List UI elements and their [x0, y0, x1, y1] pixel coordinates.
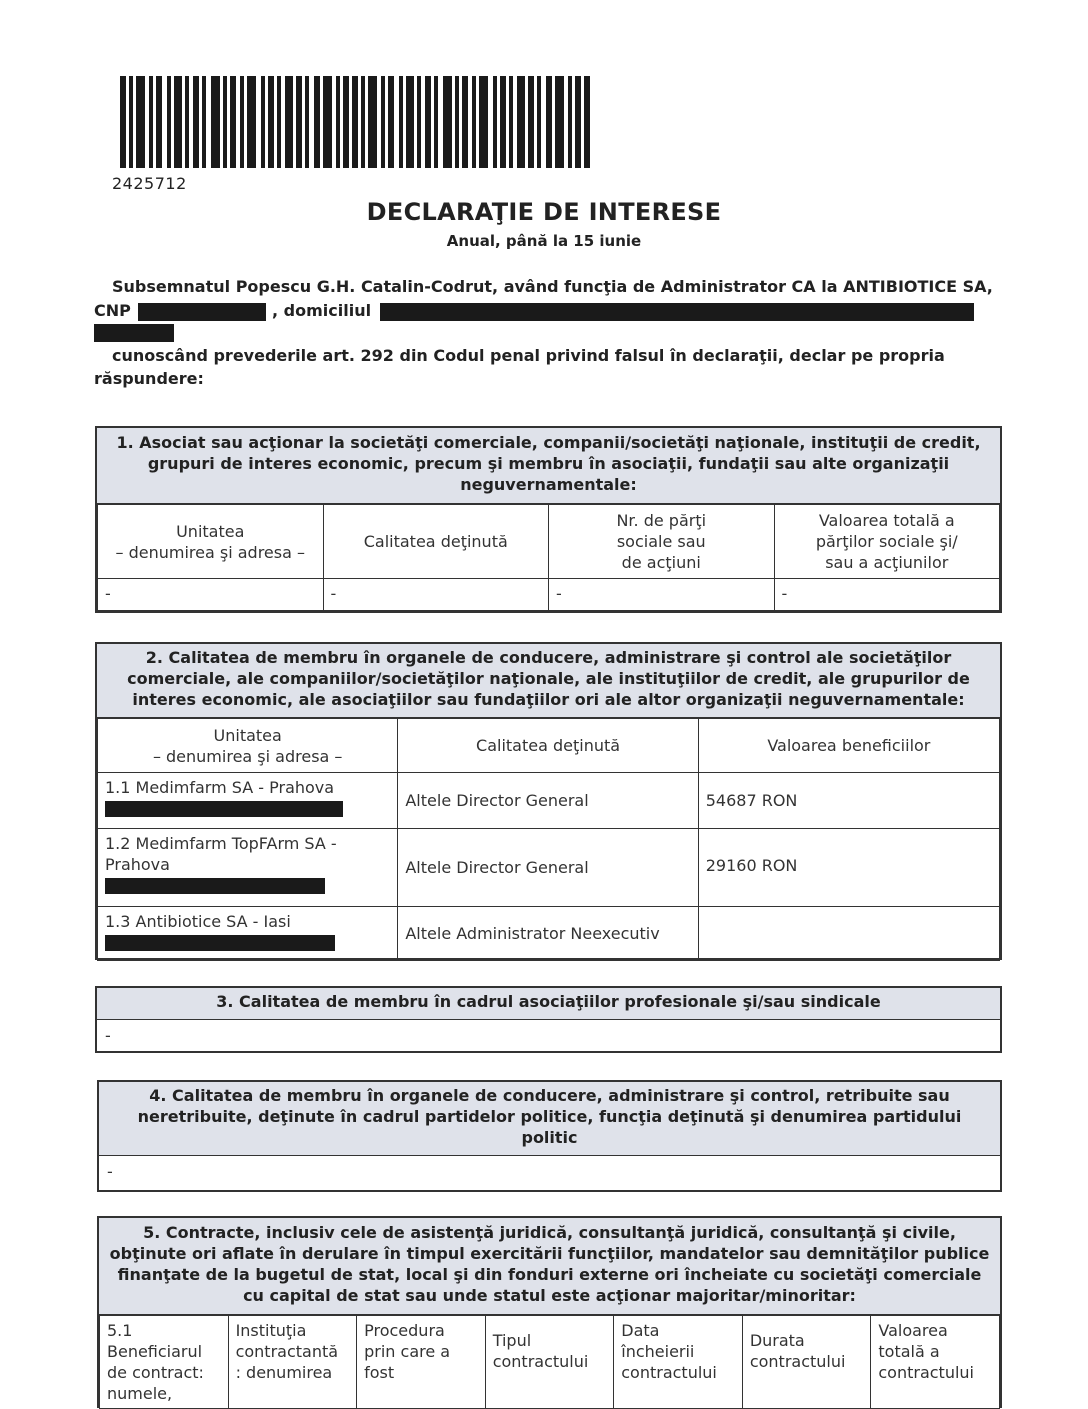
- barcode-bar: [136, 76, 145, 168]
- section-5-header-duration: Durata contractului: [742, 1316, 871, 1409]
- domiciliu-label: , domiciliul: [272, 301, 372, 320]
- address-redaction: [105, 935, 335, 951]
- address-redaction-continued: [94, 324, 174, 342]
- section-1-header-unit: Unitatea – denumirea şi adresa –: [98, 505, 324, 579]
- barcode-bar: [406, 76, 415, 168]
- section-4-heading: 4. Calitatea de membru în organele de conducere, administrare şi control, retribuite sau neretribuite, deţinute în cadrul partidelor politice, funcţia deţinută şi denumirea partidului politic: [99, 1082, 1000, 1156]
- table-row: [98, 773, 1000, 829]
- barcode-bar: [285, 76, 294, 168]
- table-row: [98, 907, 1000, 961]
- section-1-header-value: Valoarea totală a părţilor sociale şi/ sau a acţiunilor: [774, 505, 1000, 579]
- section-4-political-parties: [97, 1080, 1002, 1192]
- section-2-heading: 2. Calitatea de membru în organele de conducere, administrare şi control ale societăţilor comerciale, ale companiilor/societăţilor naţionale, ale instituţiilor de credit, ale grupurilor de interes economic, ale asociaţiilor sau fundaţiilor ori ale altor organizaţii neguvernamentale:: [97, 644, 1000, 718]
- intro-line-4: răspundere:: [94, 369, 204, 388]
- barcode-bar: [211, 76, 220, 168]
- value-cell: 29160 RON: [698, 829, 999, 907]
- barcode-bar: [584, 76, 590, 168]
- intro-line-3: cunoscând prevederile art. 292 din Codul penal privind falsul în declaraţii, declar pe propria: [112, 346, 945, 365]
- barcode-bar: [368, 76, 377, 168]
- section-2-header-value: Valoarea beneficiilor: [698, 719, 999, 773]
- section-1-header-role: Calitatea deţinută: [323, 505, 549, 579]
- address-redaction: [105, 801, 343, 817]
- role-cell: Altele Director General: [398, 829, 698, 907]
- cnp-label: CNP: [94, 301, 131, 320]
- section-2-unit-cell: [98, 829, 398, 907]
- section-1-cell: -: [774, 579, 1000, 611]
- table-row: [98, 829, 1000, 907]
- section-2-unit-cell: [98, 907, 398, 961]
- section-5-header-procedure: Procedura prin care a fost: [357, 1316, 486, 1409]
- document-subtitle: Anual, până la 15 iunie: [446, 232, 642, 250]
- section-1-cell: -: [323, 579, 549, 611]
- section-5-header-value: Valoarea totală a contractului: [871, 1316, 1000, 1409]
- section-2-header-role: Calitatea deţinută: [398, 719, 698, 773]
- intro-line-1: Subsemnatul Popescu G.H. Catalin-Codrut, având funcţia de Administrator CA la ANTIBIOTICE SA,: [112, 277, 993, 296]
- value-cell: 54687 RON: [698, 773, 999, 829]
- section-5-header-beneficiary: 5.1 Beneficiarul de contract: numele,: [100, 1316, 229, 1409]
- section-1-shareholdings: [95, 426, 1002, 613]
- barcode-number: 2425712: [112, 174, 187, 193]
- barcode-bar: [174, 76, 183, 168]
- barcode-bar: [247, 76, 256, 168]
- document-title: DECLARAŢIE DE INTERESE: [366, 198, 722, 226]
- section-1-cell: -: [98, 579, 324, 611]
- section-2-memberships: [95, 642, 1002, 960]
- role-cell: Altele Director General: [398, 773, 698, 829]
- barcode-bar: [517, 76, 526, 168]
- barcode-bar: [555, 76, 564, 168]
- value-cell: [698, 907, 999, 961]
- barcode-bar: [479, 76, 488, 168]
- address-redaction: [105, 878, 325, 894]
- section-1-heading: 1. Asociat sau acţionar la societăţi comerciale, companii/societăţi naţionale, instituţii de credit, grupuri de interes economic, precum şi membru în asociaţii, fundaţii sau alte organizaţii neguvernamentale:: [97, 428, 1000, 504]
- section-1-cell: -: [549, 579, 775, 611]
- section-4-value: -: [107, 1162, 113, 1181]
- section-5-header-institution: Instituţia contractantă : denumirea: [228, 1316, 357, 1409]
- section-5-table: [99, 1315, 1000, 1409]
- role-cell: Altele Administrator Neexecutiv: [398, 907, 698, 961]
- section-3-heading: 3. Calitatea de membru în cadrul asociaţiilor profesionale şi/sau sindicale: [97, 988, 1000, 1020]
- address-redaction: [380, 303, 974, 321]
- section-3-value: -: [105, 1026, 111, 1045]
- barcode-graphic: [120, 76, 590, 168]
- intro-line-2: [94, 300, 1014, 322]
- section-5-header-type: Tipul contractului: [485, 1316, 614, 1409]
- section-1-header-shares: Nr. de părţi sociale sau de acţiuni: [549, 505, 775, 579]
- barcode-bar: [323, 76, 332, 168]
- section-3-professional-associations: [95, 986, 1002, 1053]
- unit-name: 1.3 Antibiotice SA - Iasi: [105, 912, 291, 931]
- section-5-header-date: Data încheierii contractului: [614, 1316, 743, 1409]
- unit-name: 1.2 Medimfarm TopFArm SA - Prahova: [105, 834, 337, 874]
- section-2-table: [97, 718, 1000, 961]
- section-1-table: [97, 504, 1000, 611]
- section-5-contracts: [97, 1216, 1002, 1408]
- barcode-bar: [443, 76, 452, 168]
- section-2-header-unit: Unitatea – denumirea şi adresa –: [98, 719, 398, 773]
- section-5-heading: 5. Contracte, inclusiv cele de asistenţă juridică, consultanţă juridică, consultanţă şi civile, obţinute ori aflate în derulare în timpul exercitării funcţiilor, mandatelor sau demnităţilor publice finanţate de la bugetul de stat, local şi din fonduri externe ori încheiate cu societăţi comerciale cu capital de stat sau unde statul este acţionar majoritar/minoritar:: [99, 1218, 1000, 1315]
- section-2-unit-cell: [98, 773, 398, 829]
- unit-name: 1.1 Medimfarm SA - Prahova: [105, 778, 335, 797]
- cnp-redaction: [138, 303, 266, 321]
